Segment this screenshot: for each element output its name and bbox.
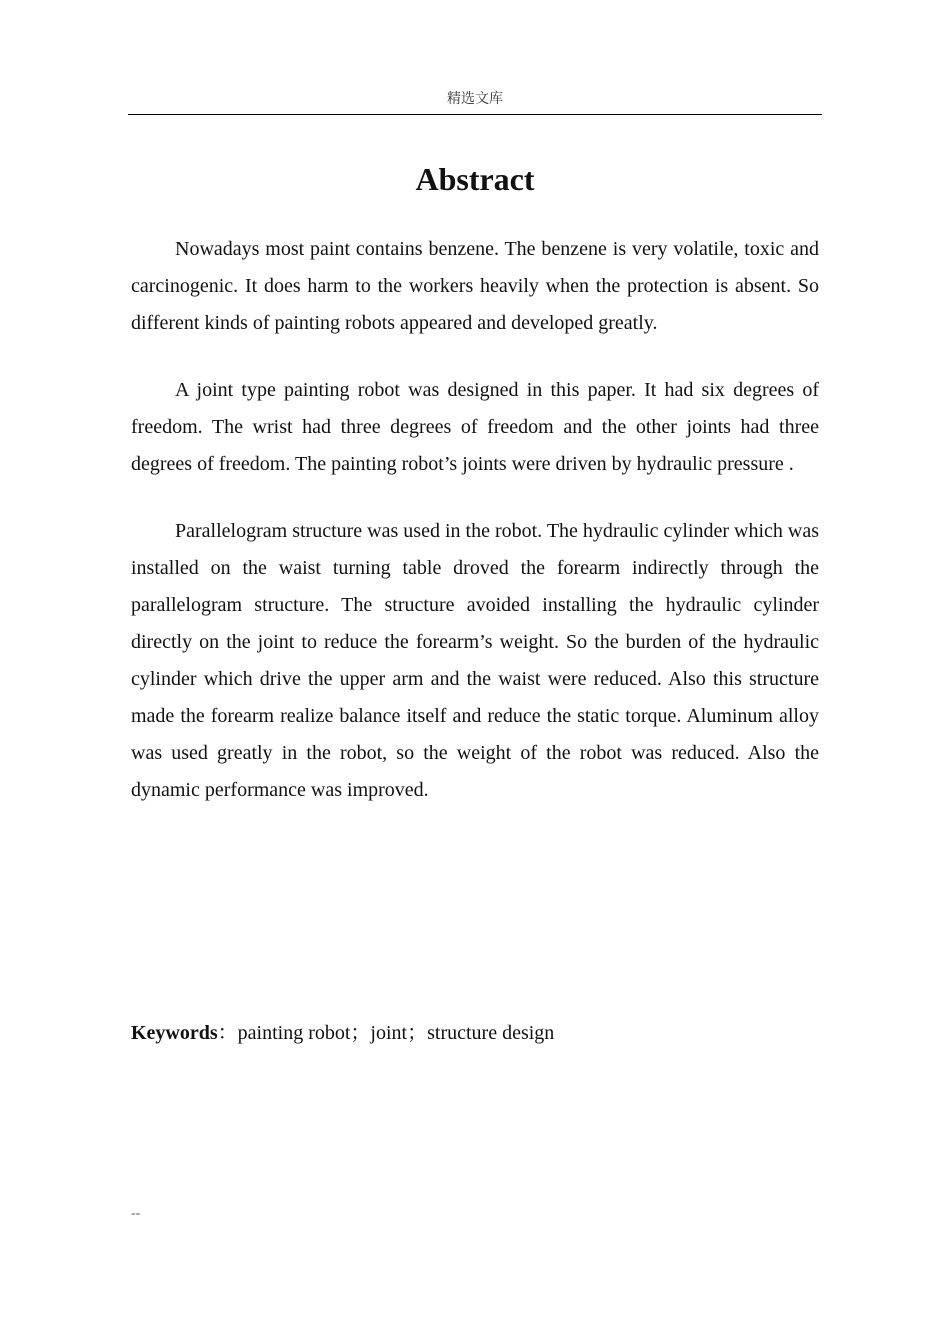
abstract-paragraph-3: Parallelogram structure was used in the robot. The hydraulic cylinder which was installed on the waist turning table droved the forearm indirectly through the parallelogram structure. The structure avoided installing the hydraulic cylinder directly on the joint to reduce the forearm’s weight. So the burden of the hydraulic cylinder which drive the upper arm and the waist were reduced. Also this structure made the forearm realize balance itself and reduce the static torque. Aluminum alloy was used greatly in the robot, so the weight of the robot was reduced. Also the dynamic performance was improved. — [131, 520, 819, 801]
header-text: 精选文库 — [447, 92, 503, 107]
abstract-paragraph-2: A joint type painting robot was designed in this paper. It had six degrees of freedom. The wrist had three degrees of freedom and the other joints had three degrees of freedom. The painting robot’s joints were driven by hydraulic pressure . — [131, 379, 819, 475]
page-header — [128, 90, 822, 115]
abstract-body — [131, 231, 819, 839]
abstract-paragraph-1: Nowadays most paint contains benzene. The benzene is very volatile, toxic and carcinogenic. It does harm to the workers heavily when the protection is absent. So different kinds of painting robots appeared and developed greatly. — [131, 238, 819, 334]
footer-mark: -- — [131, 1206, 141, 1221]
keywords-text: painting robot；joint；structure design — [237, 1022, 555, 1044]
keywords-line — [131, 1016, 554, 1050]
keywords-separator: ： — [217, 1022, 238, 1044]
keywords-label: Keywords — [131, 1022, 218, 1044]
abstract-title: Abstract — [415, 161, 535, 197]
